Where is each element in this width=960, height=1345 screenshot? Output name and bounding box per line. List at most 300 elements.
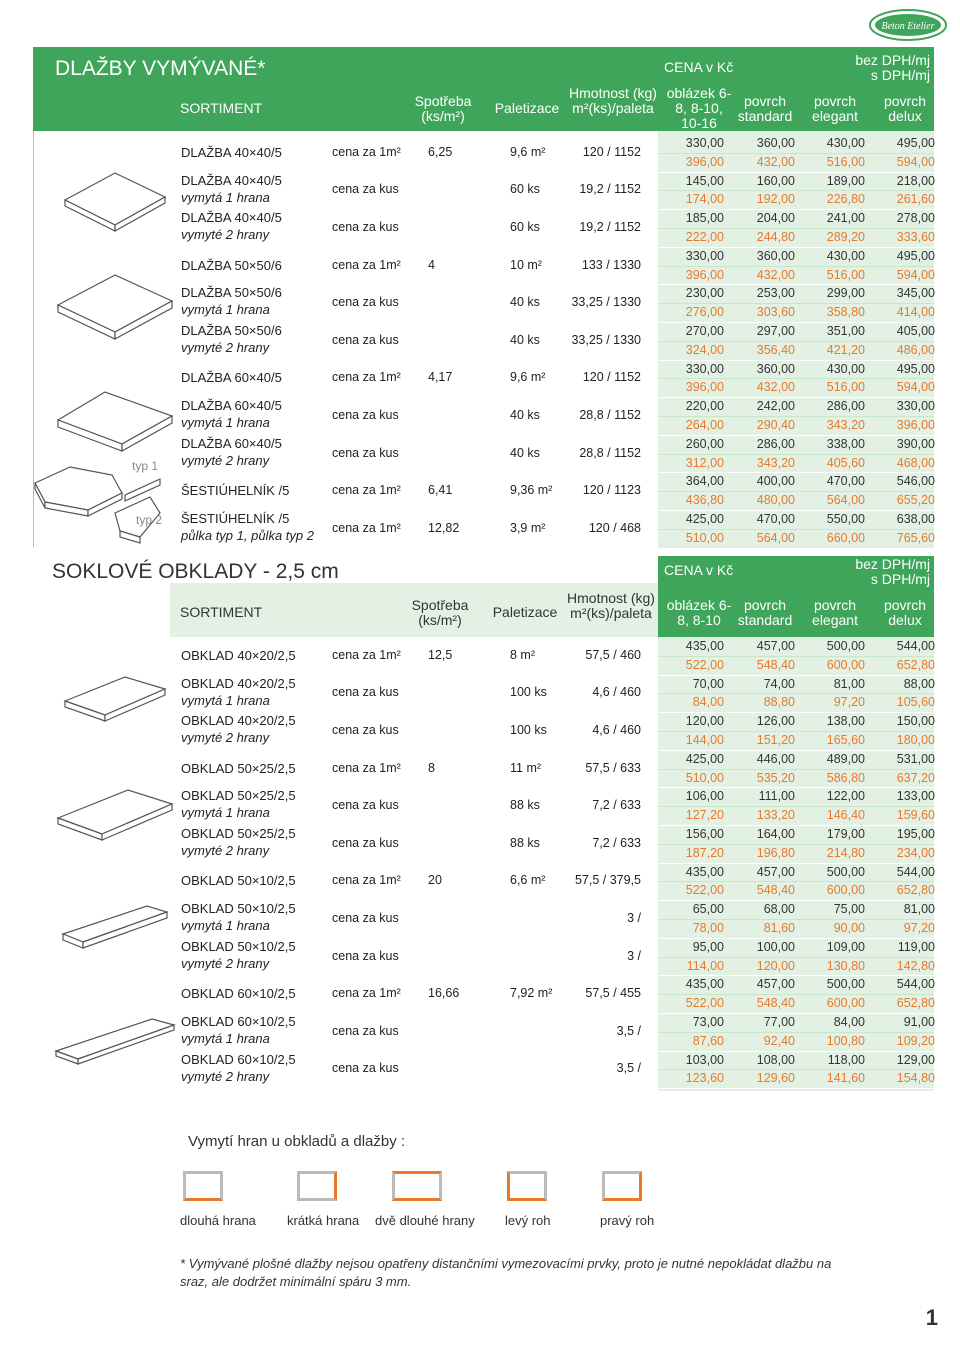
row-separator xyxy=(658,675,934,676)
product-variant: vymyté 2 hrany xyxy=(181,340,270,355)
row-separator xyxy=(658,284,934,285)
consumption: 16,66 xyxy=(428,986,460,1001)
brand-logo xyxy=(868,8,948,42)
row-divider xyxy=(658,806,934,807)
product-name: DLAŽBA 40×40/5 xyxy=(181,144,282,160)
price-incl-vat: 81,60 xyxy=(763,921,795,935)
legend-edge-sample xyxy=(392,1171,442,1201)
table-row xyxy=(170,510,658,548)
price-incl-vat: 522,00 xyxy=(685,996,724,1011)
price-excl-vat: 531,00 xyxy=(896,751,935,766)
palletization: 60 ks xyxy=(510,219,540,234)
row-separator xyxy=(658,750,934,751)
price-excl-vat: 544,00 xyxy=(896,977,935,992)
price-excl-vat: 270,00 xyxy=(685,324,724,338)
price-incl-vat: 324,00 xyxy=(685,342,724,357)
product-name: OBKLAD 50×10/2,5 xyxy=(181,873,296,889)
s2-hdr-sortiment: SORTIMENT xyxy=(180,604,263,620)
product-variant: vymytá 1 hrana xyxy=(181,189,270,205)
product-variant: vymyté 2 hrany xyxy=(181,227,270,243)
price-incl-vat: 396,00 xyxy=(685,267,724,282)
price-incl-vat: 123,60 xyxy=(685,1071,724,1086)
price-incl-vat: 159,60 xyxy=(896,808,935,823)
price-excl-vat: 120,00 xyxy=(685,714,724,729)
product-name: OBKLAD 50×25/2,5 xyxy=(181,826,296,841)
price-incl-vat: 290,40 xyxy=(756,418,795,432)
section2-title: SOKLOVÉ OBKLADY - 2,5 cm xyxy=(52,560,339,583)
price-excl-vat: 500,00 xyxy=(826,864,865,879)
price-incl-vat: 516,00 xyxy=(826,380,865,395)
price-unit: cena za kus xyxy=(332,835,399,850)
row-separator xyxy=(658,787,934,788)
price-excl-vat: 241,00 xyxy=(826,211,865,226)
product-variant: vymyté 2 hrany xyxy=(181,730,270,746)
price-incl-vat: 88,80 xyxy=(763,695,795,710)
price-excl-vat: 425,00 xyxy=(685,512,724,526)
price-incl-vat: 652,80 xyxy=(896,657,935,672)
table-row xyxy=(170,472,658,510)
price-excl-vat: 189,00 xyxy=(826,173,865,188)
price-incl-vat: 144,00 xyxy=(685,733,724,747)
price-excl-vat: 364,00 xyxy=(685,474,724,489)
weight: 3 / xyxy=(627,910,641,925)
weight: 7,2 / 633 xyxy=(592,798,641,813)
price-excl-vat: 230,00 xyxy=(685,286,724,301)
row-divider xyxy=(658,844,934,845)
product-name: ŠESTIÚHELNÍK /5 xyxy=(181,483,290,499)
table-row xyxy=(170,975,658,1013)
price-excl-vat: 489,00 xyxy=(826,751,865,766)
s1-hdr-cena: CENA v Kč xyxy=(664,59,734,75)
price-excl-vat: 65,00 xyxy=(692,902,724,917)
price-excl-vat: 330,00 xyxy=(685,361,724,376)
price-excl-vat: 75,00 xyxy=(833,902,865,917)
row-divider xyxy=(658,994,934,995)
table-row xyxy=(170,750,658,788)
consumption: 20 xyxy=(428,873,442,888)
price-excl-vat: 253,00 xyxy=(756,286,795,301)
row-separator xyxy=(658,472,934,473)
table-row xyxy=(170,900,658,938)
price-excl-vat: 470,00 xyxy=(826,474,865,489)
price-excl-vat: 546,00 xyxy=(896,474,935,489)
price-incl-vat: 90,00 xyxy=(833,921,865,935)
section1-title: DLAŽBY VYMÝVANÉ* xyxy=(55,57,266,80)
price-incl-vat: 396,00 xyxy=(685,380,724,395)
price-excl-vat: 544,00 xyxy=(896,639,935,653)
price-unit: cena za kus xyxy=(332,722,399,737)
price-excl-vat: 160,00 xyxy=(756,173,795,188)
price-incl-vat: 289,20 xyxy=(826,230,865,244)
legend-label: dlouhá hrana xyxy=(180,1213,256,1228)
price-unit: cena za kus xyxy=(332,445,399,460)
price-unit: cena za kus xyxy=(332,332,399,347)
price-incl-vat: 87,60 xyxy=(692,1033,724,1048)
product-name: OBKLAD 40×20/2,5 xyxy=(181,675,296,691)
price-excl-vat: 446,00 xyxy=(756,751,795,766)
tile-40x40-drawing xyxy=(55,165,175,235)
price-incl-vat: 564,00 xyxy=(826,493,865,508)
legend-edge-sample xyxy=(507,1171,547,1201)
legend-label: krátká hrana xyxy=(287,1213,360,1228)
legend-edge-sample xyxy=(183,1171,223,1201)
price-incl-vat: 600,00 xyxy=(826,996,865,1011)
price-unit: cena za kus xyxy=(332,295,399,310)
price-incl-vat: 564,00 xyxy=(756,530,795,545)
weight: 120 / 1152 xyxy=(582,144,641,159)
price-incl-vat: 510,00 xyxy=(685,530,724,545)
price-excl-vat: 495,00 xyxy=(896,248,935,263)
price-excl-vat: 286,00 xyxy=(826,399,865,414)
row-separator xyxy=(658,712,934,713)
product-variant: půlka typ 1, půlka typ 2 xyxy=(181,528,314,543)
product-variant: vymyté 2 hrany xyxy=(181,843,270,858)
row-divider xyxy=(658,693,934,694)
palletization: 88 ks xyxy=(510,798,540,813)
tile-50x50-drawing xyxy=(50,265,180,345)
row-separator xyxy=(658,900,934,901)
price-excl-vat: 108,00 xyxy=(756,1052,795,1067)
s2-hdr-c3: povrch elegant xyxy=(812,597,858,628)
price-unit: cena za kus xyxy=(332,1061,399,1076)
palletization: 10 m² xyxy=(510,257,542,272)
s1-hdr-c4: povrch delux xyxy=(883,93,927,124)
consumption: 8 xyxy=(428,760,435,775)
price-excl-vat: 360,00 xyxy=(756,248,795,263)
row-divider xyxy=(658,491,934,492)
price-incl-vat: 196,80 xyxy=(756,845,795,860)
price-incl-vat: 516,00 xyxy=(826,154,865,169)
price-unit: cena za kus xyxy=(332,1023,399,1038)
product-name: OBKLAD 50×10/2,5 xyxy=(181,938,296,954)
product-variant: vymyté 2 hrany xyxy=(181,452,270,468)
price-excl-vat: 100,00 xyxy=(756,939,795,954)
price-incl-vat: 414,00 xyxy=(896,305,935,320)
table-row xyxy=(170,360,658,398)
price-excl-vat: 91,00 xyxy=(903,1015,935,1029)
price-excl-vat: 204,00 xyxy=(756,211,795,226)
price-incl-vat: 127,20 xyxy=(685,808,724,823)
price-incl-vat: 432,00 xyxy=(756,154,795,169)
price-incl-vat: 432,00 xyxy=(756,267,795,282)
s1-hdr-hmotnost: Hmotnost (kg) m²(ks)/paleta xyxy=(569,85,657,116)
weight: 28,8 / 1152 xyxy=(579,407,641,422)
product-name: DLAŽBA 50×50/6 xyxy=(181,285,282,301)
row-divider xyxy=(658,378,934,379)
price-unit: cena za kus xyxy=(332,219,399,234)
row-separator xyxy=(658,938,934,939)
row-separator xyxy=(658,322,934,323)
table-row xyxy=(170,284,658,322)
price-excl-vat: 156,00 xyxy=(685,827,724,841)
row-divider xyxy=(658,881,934,882)
s2-hdr-vat1: bez DPH/mj xyxy=(855,556,930,572)
price-excl-vat: 470,00 xyxy=(756,512,795,526)
price-incl-vat: 133,20 xyxy=(756,808,795,823)
price-excl-vat: 164,00 xyxy=(756,827,795,841)
product-name: DLAŽBA 60×40/5 xyxy=(181,435,282,451)
obklad-40x20-drawing xyxy=(55,665,175,725)
price-excl-vat: 430,00 xyxy=(826,361,865,376)
price-excl-vat: 150,00 xyxy=(896,714,935,729)
price-excl-vat: 73,00 xyxy=(692,1015,724,1029)
brand-text: Beton Etelier xyxy=(881,21,935,32)
weight: 28,8 / 1152 xyxy=(579,445,641,460)
row-divider xyxy=(658,656,934,657)
palletization: 9,36 m² xyxy=(510,483,553,498)
price-excl-vat: 330,00 xyxy=(685,136,724,150)
row-separator xyxy=(658,825,934,826)
weight: 4,6 / 460 xyxy=(592,722,641,737)
s2-hdr-c4: povrch delux xyxy=(883,597,927,628)
row-divider xyxy=(658,769,934,770)
price-incl-vat: 548,40 xyxy=(756,883,795,898)
palletization: 88 ks xyxy=(510,835,540,850)
s2-hdr-c1: oblázek 6-8, 8-10 xyxy=(666,597,732,628)
table-row xyxy=(170,322,658,360)
product-name: OBKLAD 40×20/2,5 xyxy=(181,647,296,663)
product-variant: vymytá 1 hrana xyxy=(181,805,270,821)
price-excl-vat: 286,00 xyxy=(756,436,795,451)
price-excl-vat: 118,00 xyxy=(827,1052,865,1067)
price-excl-vat: 81,00 xyxy=(903,902,935,917)
price-unit: cena za 1m² xyxy=(332,370,401,385)
price-excl-vat: 390,00 xyxy=(896,436,935,451)
price-unit: cena za 1m² xyxy=(332,647,401,662)
price-incl-vat: 174,00 xyxy=(685,192,724,207)
price-excl-vat: 338,00 xyxy=(826,436,865,451)
row-separator xyxy=(658,247,934,248)
table-row xyxy=(170,1013,658,1051)
price-excl-vat: 495,00 xyxy=(896,136,935,150)
weight: 3 / xyxy=(627,948,641,963)
product-name: OBKLAD 60×10/2,5 xyxy=(181,986,296,1002)
legend-edge-sample xyxy=(602,1171,642,1201)
palletization: 8 m² xyxy=(510,647,535,662)
price-incl-vat: 141,60 xyxy=(826,1071,865,1086)
weight: 57,5 / 633 xyxy=(585,760,641,775)
product-name: DLAŽBA 50×50/6 xyxy=(181,257,282,273)
price-excl-vat: 351,00 xyxy=(826,324,865,338)
table-row xyxy=(170,1051,658,1089)
table-row xyxy=(170,787,658,825)
price-incl-vat: 192,00 xyxy=(756,192,795,207)
weight: 33,25 / 1330 xyxy=(571,295,641,310)
weight: 19,2 / 1152 xyxy=(579,219,641,234)
table-row xyxy=(170,209,658,247)
table-row xyxy=(170,637,658,675)
row-separator xyxy=(658,1051,934,1052)
price-incl-vat: 97,20 xyxy=(833,695,865,710)
price-excl-vat: 81,00 xyxy=(833,676,865,691)
row-divider xyxy=(658,190,934,191)
row-separator xyxy=(658,1013,934,1014)
product-name: OBKLAD 50×25/2,5 xyxy=(181,788,296,804)
row-separator xyxy=(658,360,934,361)
s2-hdr-cena: CENA v Kč xyxy=(664,562,734,578)
price-incl-vat: 100,80 xyxy=(826,1033,865,1048)
price-incl-vat: 222,00 xyxy=(685,230,724,244)
price-incl-vat: 652,80 xyxy=(896,883,935,898)
price-incl-vat: 405,60 xyxy=(826,455,865,470)
product-name: ŠESTIÚHELNÍK /5 xyxy=(181,511,290,526)
consumption: 12,82 xyxy=(428,520,460,535)
price-incl-vat: 165,60 xyxy=(826,733,865,747)
s2-hdr-paletizace: Paletizace xyxy=(492,604,558,620)
price-excl-vat: 330,00 xyxy=(685,248,724,263)
price-incl-vat: 600,00 xyxy=(826,883,865,898)
price-incl-vat: 637,20 xyxy=(896,770,935,785)
price-incl-vat: 154,80 xyxy=(896,1071,935,1086)
price-unit: cena za kus xyxy=(332,685,399,700)
product-variant: vymytá 1 hrana xyxy=(181,415,270,431)
price-excl-vat: 119,00 xyxy=(897,939,935,954)
price-excl-vat: 425,00 xyxy=(685,751,724,766)
row-separator xyxy=(658,209,934,210)
product-name: DLAŽBA 50×50/6 xyxy=(181,323,282,338)
price-unit: cena za 1m² xyxy=(332,760,401,775)
palletization: 40 ks xyxy=(510,445,540,460)
s1-hdr-c2: povrch standard xyxy=(737,93,793,124)
s2-hdr-hmotnost: Hmotnost (kg) m²(ks)/paleta xyxy=(567,590,655,621)
palletization: 100 ks xyxy=(510,722,547,737)
price-unit: cena za 1m² xyxy=(332,873,401,888)
palletization: 6,6 m² xyxy=(510,873,546,888)
price-excl-vat: 330,00 xyxy=(896,399,935,414)
price-excl-vat: 345,00 xyxy=(896,286,935,301)
price-incl-vat: 234,00 xyxy=(896,845,935,860)
price-excl-vat: 435,00 xyxy=(685,977,724,992)
price-incl-vat: 142,80 xyxy=(896,958,935,973)
price-unit: cena za kus xyxy=(332,798,399,813)
price-incl-vat: 333,60 xyxy=(896,230,935,244)
price-excl-vat: 122,00 xyxy=(826,789,865,804)
price-excl-vat: 126,00 xyxy=(756,714,795,729)
row-separator xyxy=(658,510,934,511)
price-excl-vat: 88,00 xyxy=(903,676,935,691)
price-incl-vat: 129,60 xyxy=(756,1071,795,1086)
s1-hdr-c3: povrch elegant xyxy=(812,93,858,124)
palletization: 7,92 m² xyxy=(510,986,553,1001)
row-divider xyxy=(658,731,934,732)
table-row xyxy=(170,863,658,901)
price-incl-vat: 358,80 xyxy=(826,305,865,320)
product-name: OBKLAD 40×20/2,5 xyxy=(181,713,296,729)
row-separator xyxy=(658,1088,934,1089)
price-incl-vat: 522,00 xyxy=(685,657,724,672)
price-excl-vat: 278,00 xyxy=(896,211,935,226)
price-incl-vat: 765,60 xyxy=(896,530,935,545)
price-unit: cena za kus xyxy=(332,182,399,197)
price-incl-vat: 303,60 xyxy=(756,305,795,320)
s2-hdr-c2: povrch standard xyxy=(737,597,793,628)
page-number: 1 xyxy=(925,1305,938,1330)
weight: 57,5 / 455 xyxy=(585,986,641,1001)
consumption: 4,17 xyxy=(428,370,453,385)
legend-title: Vymytí hran u obkladů a dlažby : xyxy=(188,1133,406,1150)
legend-label: dvě dlouhé hrany xyxy=(375,1213,475,1228)
obklad-50x25-drawing xyxy=(50,780,180,845)
price-unit: cena za kus xyxy=(332,407,399,422)
row-divider xyxy=(658,1069,934,1070)
price-incl-vat: 214,80 xyxy=(826,845,865,860)
footnote: * Vymývané plošné dlažby nejsou opatřeny distančními vymezovacími prvky, proto je nutné nepokládat dlažbu na sraz, ale dodržet minimální spáru 3 mm. xyxy=(180,1256,832,1289)
s1-hdr-vat2: s DPH/mj xyxy=(870,67,930,83)
price-unit: cena za kus xyxy=(332,910,399,925)
weight: 57,5 / 460 xyxy=(585,647,641,662)
price-incl-vat: 84,00 xyxy=(692,695,724,710)
table-row xyxy=(170,675,658,713)
product-name: DLAŽBA 60×40/5 xyxy=(181,370,282,386)
price-excl-vat: 430,00 xyxy=(826,136,865,150)
product-name: DLAŽBA 40×40/5 xyxy=(181,172,282,188)
row-divider xyxy=(658,266,934,267)
price-incl-vat: 600,00 xyxy=(826,657,865,672)
price-incl-vat: 109,20 xyxy=(896,1033,935,1048)
s1-hdr-paletizace: Paletizace xyxy=(494,100,560,116)
price-excl-vat: 544,00 xyxy=(896,864,935,879)
palletization: 9,6 m² xyxy=(510,370,546,385)
price-incl-vat: 114,00 xyxy=(686,958,724,973)
palletization: 100 ks xyxy=(510,685,547,700)
palletization: 60 ks xyxy=(510,182,540,197)
table-row xyxy=(170,435,658,473)
row-separator xyxy=(658,397,934,398)
table-row xyxy=(170,134,658,172)
weight: 3,5 / xyxy=(616,1023,641,1038)
price-incl-vat: 522,00 xyxy=(685,883,724,898)
price-unit: cena za 1m² xyxy=(332,257,401,272)
consumption: 6,25 xyxy=(428,144,453,159)
row-divider xyxy=(658,454,934,455)
price-incl-vat: 151,20 xyxy=(756,733,795,747)
tile-60x40-drawing xyxy=(50,380,180,455)
price-excl-vat: 77,00 xyxy=(763,1015,795,1029)
price-incl-vat: 120,00 xyxy=(756,958,795,973)
table-row xyxy=(170,825,658,863)
price-excl-vat: 103,00 xyxy=(685,1052,724,1067)
price-incl-vat: 436,80 xyxy=(685,493,724,508)
product-name: OBKLAD 60×10/2,5 xyxy=(181,1014,296,1029)
price-excl-vat: 68,00 xyxy=(763,902,795,917)
price-incl-vat: 264,00 xyxy=(685,418,724,432)
price-excl-vat: 500,00 xyxy=(826,639,865,653)
price-incl-vat: 261,60 xyxy=(896,192,935,207)
legend-label: levý roh xyxy=(505,1213,551,1228)
price-excl-vat: 260,00 xyxy=(685,436,724,451)
s1-hdr-c1: oblázek 6-8, 8-10, 10-16 xyxy=(666,85,732,131)
price-excl-vat: 297,00 xyxy=(756,324,795,338)
weight: 19,2 / 1152 xyxy=(579,182,641,197)
legend-edge-sample xyxy=(297,1171,337,1201)
weight: 120 / 1152 xyxy=(582,370,641,385)
row-separator xyxy=(658,172,934,173)
row-divider xyxy=(658,341,934,342)
price-excl-vat: 435,00 xyxy=(685,639,724,653)
price-incl-vat: 548,40 xyxy=(756,657,795,672)
s1-hdr-spotreba: Spotřeba (ks/m²) xyxy=(414,93,472,124)
product-name: OBKLAD 60×10/2,5 xyxy=(181,1051,296,1067)
price-excl-vat: 70,00 xyxy=(692,676,724,691)
weight: 4,6 / 460 xyxy=(592,685,641,700)
price-incl-vat: 130,80 xyxy=(826,958,865,973)
price-incl-vat: 486,00 xyxy=(896,342,935,357)
row-divider xyxy=(658,919,934,920)
price-incl-vat: 180,00 xyxy=(896,733,935,747)
price-excl-vat: 145,00 xyxy=(685,173,724,188)
price-excl-vat: 400,00 xyxy=(756,474,795,489)
weight: 57,5 / 379,5 xyxy=(574,873,641,888)
